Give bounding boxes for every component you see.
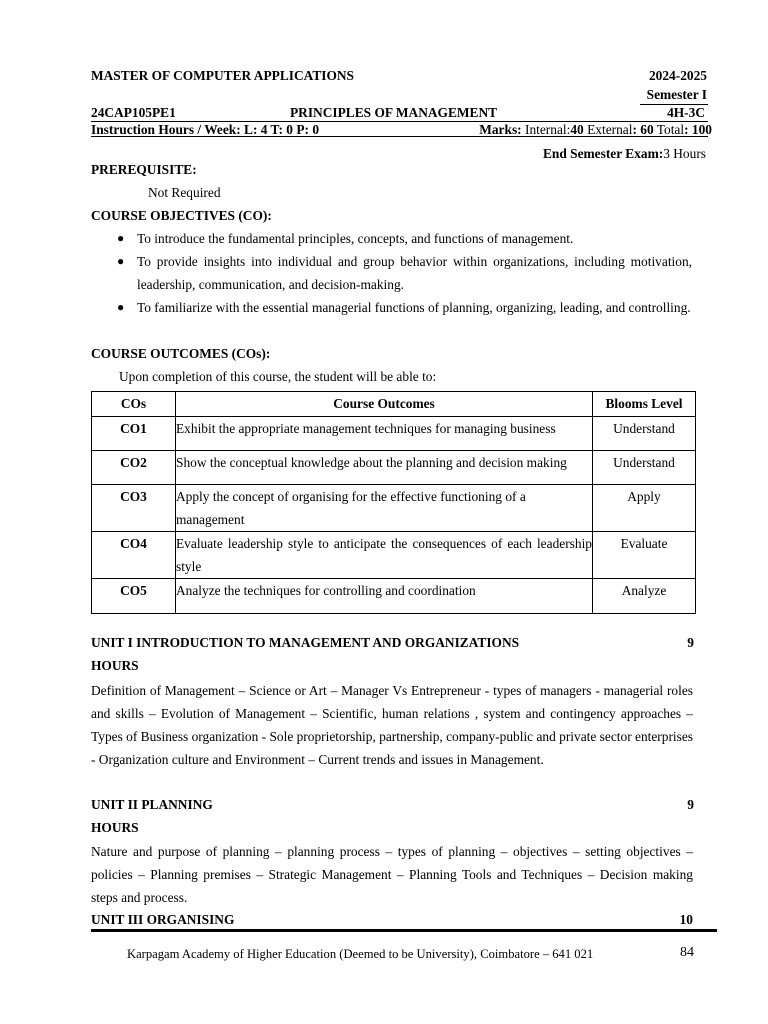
unit-1-hours-label: HOURS (91, 658, 139, 673)
marks-rule (91, 136, 708, 137)
prerequisite-heading: PREREQUISITE: (91, 162, 197, 177)
co-code: CO3 (92, 485, 176, 532)
bullet-icon: ● (117, 231, 125, 245)
co-outcome: Evaluate leadership style to anticipate the consequences of each leadership style (176, 532, 593, 579)
external-label: External (587, 122, 633, 137)
objectives-heading: COURSE OBJECTIVES (CO): (91, 208, 272, 223)
exam-duration (543, 146, 706, 162)
internal-value: 40 (570, 122, 584, 137)
page-number: 84 (680, 945, 694, 960)
co-outcome: Show the conceptual knowledge about the planning and decision making (176, 451, 593, 485)
table-row (92, 532, 696, 579)
total-label: Total (656, 122, 685, 137)
table-row (92, 579, 696, 614)
table-row (92, 485, 696, 532)
objective-item (117, 227, 692, 250)
course-title: PRINCIPLES OF MANAGEMENT (290, 105, 498, 120)
co-level: Apply (593, 485, 696, 532)
course-credits: 4H-3C (667, 105, 705, 120)
co-level: Evaluate (593, 532, 696, 579)
table-header-row (92, 392, 696, 417)
unit-2-hours-label: HOURS (91, 820, 139, 835)
objective-item (117, 296, 692, 319)
external-value: : 60 (632, 122, 654, 137)
co-code: CO2 (92, 451, 176, 485)
footer-institution: Karpagam Academy of Higher Education (Deemed to be University), Coimbatore – 641 021 (127, 947, 594, 961)
unit-2-title: UNIT II PLANNING (91, 797, 213, 812)
co-level: Analyze (593, 579, 696, 614)
objective-item (117, 250, 692, 296)
co-level: Understand (593, 417, 696, 451)
column-header-cos: COs (92, 392, 176, 417)
table-row (92, 451, 696, 485)
program-title: MASTER OF COMPUTER APPLICATIONS (91, 68, 354, 83)
instruction-hours: Instruction Hours / Week: L: 4 T: 0 P: 0 (91, 122, 320, 137)
co-outcome: Analyze the techniques for controlling and coordination (176, 579, 593, 614)
outcomes-intro: Upon completion of this course, the student will be able to: (119, 369, 437, 384)
course-outcomes-table (91, 391, 696, 614)
co-outcome: Exhibit the appropriate management techniques for managing business (176, 417, 593, 451)
objective-text: To familiarize with the essential managerial functions of planning, organizing, leading, and controlling. (137, 300, 691, 315)
unit-3-hours-number: 10 (679, 912, 693, 927)
co-code: CO1 (92, 417, 176, 451)
total-value: : 100 (684, 122, 712, 137)
objective-text: To provide insights into individual and group behavior within organizations, including motivation, leadership, communication, and decision-making. (137, 254, 692, 292)
column-header-outcomes: Course Outcomes (176, 392, 593, 417)
exam-label: End Semester Exam: (542, 146, 664, 161)
unit-3-title: UNIT III ORGANISING (91, 912, 235, 927)
unit-2-content: Nature and purpose of planning – planning process – types of planning – objectives – setting objectives – policies – Planning premises – Strategic Management – Planning Tools and Techniques – Decision making steps and process. (91, 844, 693, 905)
co-level: Understand (593, 451, 696, 485)
marks-label: Marks: (479, 122, 522, 137)
co-code: CO5 (92, 579, 176, 614)
co-code: CO4 (92, 532, 176, 579)
unit-1-content: Definition of Management – Science or Art – Manager Vs Entrepreneur - types of managers - managerial roles and skills – Evolution of Management – Scientific, human relations , system and contingency approaches – Types of Business organization - Sole proprietorship, partnership, company-public and private sector enterprises - Organization culture and Environment – Current trends and issues in Management. (91, 683, 693, 767)
bullet-icon: ● (117, 254, 125, 268)
outcomes-heading: COURSE OUTCOMES (COs): (91, 346, 271, 361)
column-header-blooms: Blooms Level (593, 392, 696, 417)
table-row (92, 417, 696, 451)
prerequisite-text: Not Required (148, 185, 221, 200)
unit-2-hours-number: 9 (687, 797, 694, 812)
course-code: 24CAP105PE1 (91, 105, 176, 120)
exam-value: 3 Hours (663, 146, 706, 161)
unit-1-hours-number: 9 (687, 635, 694, 650)
academic-year: 2024-2025 (648, 68, 707, 83)
objective-text: To introduce the fundamental principles, concepts, and functions of management. (137, 231, 574, 246)
bullet-icon: ● (117, 300, 125, 314)
semester-label: Semester I (646, 87, 707, 102)
objectives-list (117, 227, 692, 319)
unit-1-title: UNIT I INTRODUCTION TO MANAGEMENT AND ORGANIZATIONS (91, 635, 520, 650)
internal-label: Internal: (524, 122, 571, 137)
co-outcome: Apply the concept of organising for the effective functioning of a management (176, 485, 593, 532)
footer-rule (91, 929, 717, 932)
